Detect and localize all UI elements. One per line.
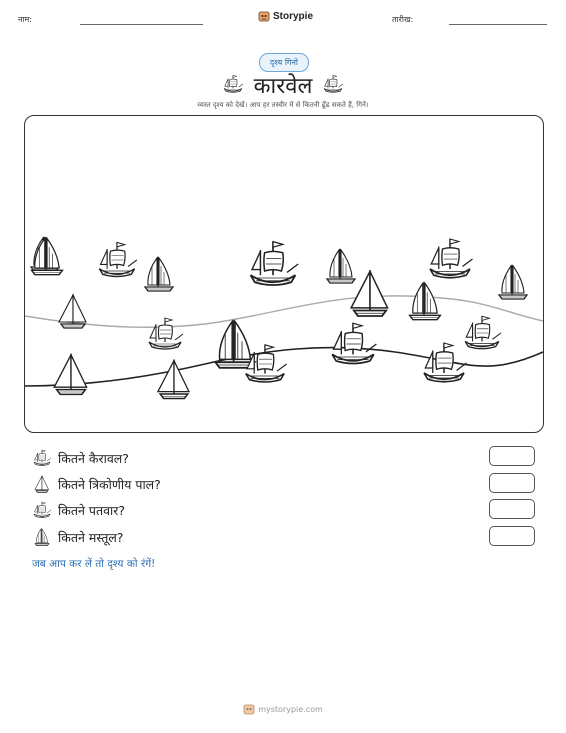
question-row	[32, 447, 129, 469]
answer-box[interactable]	[489, 499, 535, 519]
answer-box[interactable]	[489, 473, 535, 493]
footer	[0, 703, 566, 715]
brand-logo	[258, 10, 313, 22]
instructions: व्यस्त दृश्य को देखें। आप हर तस्वीर में से कितनी ढूँढ सकते हैं, गिनें।	[197, 101, 369, 109]
question-text: कितने त्रिकोणीय पाल?	[58, 476, 161, 492]
brand-name: Storypie	[273, 10, 314, 22]
question-row	[32, 526, 123, 548]
oar-ship-icon	[32, 499, 52, 521]
question-row	[32, 499, 125, 521]
question-text: कितने पतवार?	[58, 502, 126, 518]
caravel-right-icon	[322, 72, 344, 96]
name-line[interactable]	[80, 24, 203, 25]
triangular-sail-icon	[32, 473, 52, 495]
answer-box[interactable]	[489, 446, 535, 466]
date-line[interactable]	[449, 24, 547, 25]
question-text: कितने कैरावल?	[58, 450, 129, 466]
storypie-logo-icon	[258, 10, 270, 22]
storypie-footer-icon	[243, 703, 255, 715]
coloring-note: जब आप कर लें तो दृश्य को रंगें!	[32, 558, 156, 570]
name-label: नाम:	[18, 15, 32, 24]
activity-tag: दृश्य गिनो	[259, 53, 309, 72]
date-label: तारीख:	[392, 15, 414, 24]
question-text: कितने मस्तूल?	[58, 529, 124, 545]
question-row	[32, 473, 161, 495]
scene-panel	[24, 115, 544, 433]
mast-sailboat-icon	[32, 526, 52, 548]
caravel-icon	[32, 447, 52, 469]
answer-box[interactable]	[489, 526, 535, 546]
footer-url[interactable]: mystorypie.com	[258, 704, 323, 714]
scene-illustration	[25, 116, 543, 432]
page-title: कारवेल	[253, 74, 313, 99]
